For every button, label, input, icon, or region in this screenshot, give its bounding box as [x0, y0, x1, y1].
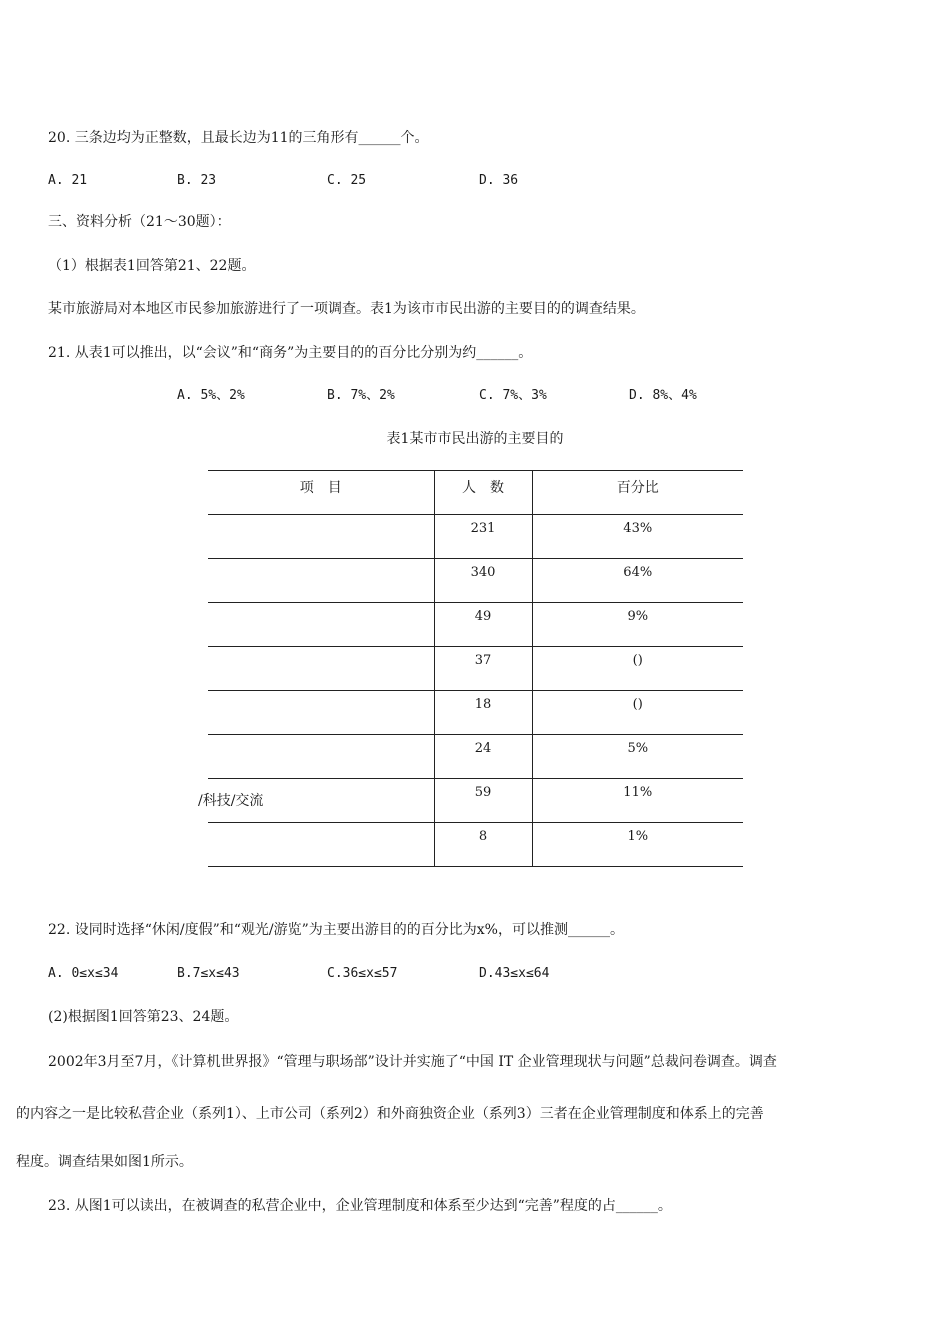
cell-percent: (): [632, 653, 643, 668]
q21-option-a: A. 5%、2%: [177, 388, 245, 403]
cell-count: 49: [434, 603, 532, 647]
header-item: 项 目: [208, 471, 434, 515]
paragraph-line: 2002年3月至7月，《计算机世界报》“管理与职场部”设计并实施了“中国 IT 企业管理现状与问题”总裁问卷调查。调查: [48, 1054, 777, 1070]
intro-paragraph: 某市旅游局对本地区市民参加旅游进行了一项调查。表1为该市市民出游的主要目的的调查结果。: [48, 301, 645, 317]
table-row: [208, 823, 743, 867]
cell-item: [208, 603, 434, 647]
header-percent: 百分比: [616, 480, 659, 496]
cell-percent: 64%: [623, 565, 653, 580]
cell-count: 59: [434, 779, 532, 823]
cell-count: 8: [434, 823, 532, 867]
cell-item: [208, 823, 434, 867]
cell-count: 18: [434, 691, 532, 735]
q22-option-a: A. 0≤x≤34: [48, 966, 119, 981]
cell-count: 24: [434, 735, 532, 779]
q20-text: 20. 三条边均为正整数，且最长边为11的三角形有______个。: [48, 130, 429, 146]
table-row: [208, 559, 743, 603]
q20-option-a: A. 21: [48, 173, 88, 188]
q22-option-b: B.7≤x≤43: [177, 966, 240, 981]
q21-text: 21. 从表1可以推出，以“会议”和“商务”为主要目的的百分比分别为约______。: [48, 345, 533, 361]
cell-item: [208, 559, 434, 603]
cell-percent: 9%: [627, 609, 649, 624]
q20-option-d: D. 36: [479, 173, 519, 188]
q20-option-b: B. 23: [177, 173, 217, 188]
part1-heading: （1）根据表1回答第21、22题。: [48, 258, 256, 274]
table-row: [208, 647, 743, 691]
q22-option-d: D.43≤x≤64: [479, 966, 550, 981]
part2-heading: (2)根据图1回答第23、24题。: [48, 1009, 239, 1025]
cell-count: 340: [434, 559, 532, 603]
table-row: [208, 691, 743, 735]
travel-purpose-table: [208, 470, 743, 867]
paragraph-line: 的内容之一是比较私营企业（系列1）、上市公司（系列2）和外商独资企业（系列3）三者在企业管理制度和体系上的完善: [16, 1106, 764, 1122]
q23-text: 23. 从图1可以读出，在被调查的私营企业中，企业管理制度和体系至少达到“完善”程度的占______。: [48, 1198, 672, 1214]
cell-item-tech-exchange: /科技/交流: [198, 793, 264, 809]
cell-count: 37: [434, 647, 532, 691]
cell-percent: 11%: [623, 785, 653, 800]
q22-option-c: C.36≤x≤57: [327, 966, 398, 981]
cell-count: 231: [434, 515, 532, 559]
cell-item: [208, 735, 434, 779]
table-row: [208, 603, 743, 647]
q21-option-d: D. 8%、4%: [629, 388, 697, 403]
paragraph-line: 程度。调查结果如图1所示。: [16, 1154, 193, 1170]
cell-item: [208, 647, 434, 691]
table-header-row: [208, 471, 743, 515]
table-caption: 表1某市市民出游的主要目的: [386, 431, 564, 447]
cell-percent: 1%: [627, 829, 649, 844]
header-count: 人 数: [434, 471, 532, 515]
cell-percent: 43%: [623, 521, 653, 536]
table-row: [208, 779, 743, 823]
section-heading: 三、资料分析（21～30题）：: [48, 214, 231, 230]
cell-percent: (): [632, 697, 643, 712]
cell-item: [208, 515, 434, 559]
q22-text: 22. 设同时选择“休闲/度假”和“观光/游览”为主要出游目的的百分比为x%，可以推测______。: [48, 922, 624, 938]
table-row: [208, 735, 743, 779]
cell-item: [208, 691, 434, 735]
q20-option-c: C. 25: [327, 173, 367, 188]
cell-percent: 5%: [627, 741, 649, 756]
q21-option-b: B. 7%、2%: [327, 388, 395, 403]
q21-option-c: C. 7%、3%: [479, 388, 547, 403]
table-row: [208, 515, 743, 559]
